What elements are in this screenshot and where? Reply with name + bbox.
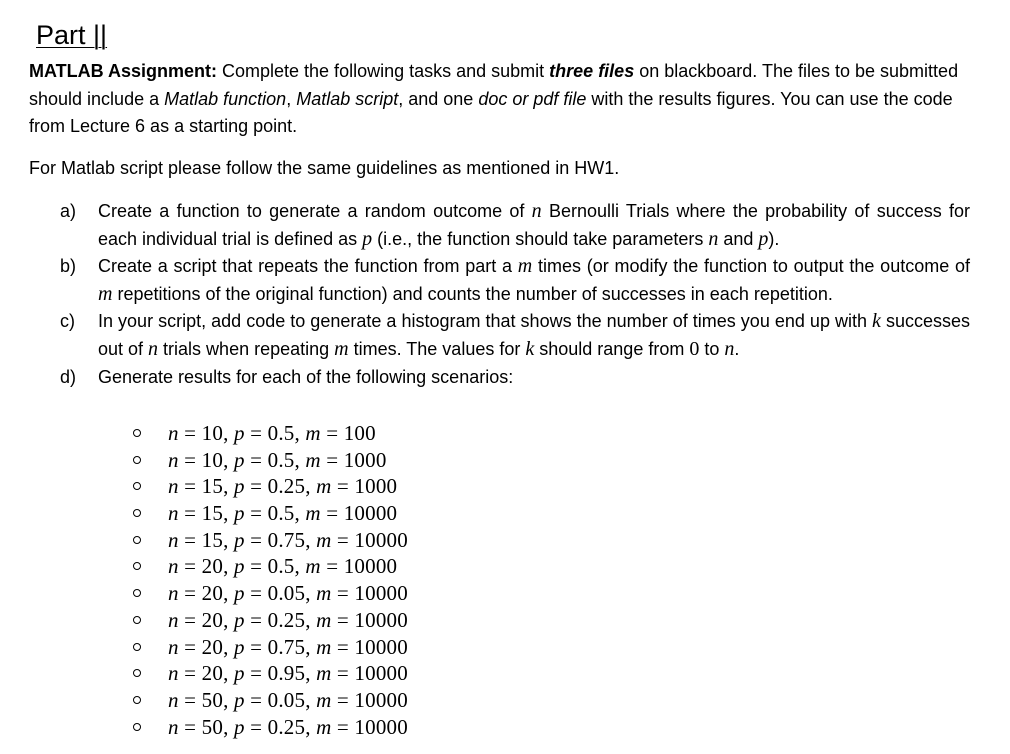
matlab-function-emphasis: Matlab function [164,88,287,109]
formula-value: 1000 [343,447,387,472]
math-variable: m [98,282,113,305]
formula-symbol: p [233,447,245,472]
formula-operator: = [178,581,202,606]
formula-operator: = [320,421,344,445]
scenario-formula [168,553,397,580]
text-run: In your script, add code to generate a histogram that shows the number of times you end up with [98,311,873,332]
formula-value: 20 [201,607,224,632]
circle-bullet-icon [133,456,141,464]
formula-operator: = [320,501,344,526]
formula-operator: , [294,501,306,526]
task-item-b [60,253,970,308]
formula-symbol: p [233,554,245,579]
formula-value: 15 [201,527,224,552]
circle-bullet-icon [133,536,141,544]
formula-value: 0.75 [267,634,306,659]
formula-operator: , [223,581,234,606]
formula-symbol: n [168,607,179,632]
formula-operator: = [331,714,355,739]
text-run: should range from [534,338,690,359]
formula-operator: , [305,661,317,686]
formula-operator: , [223,634,234,659]
task-marker: a) [60,201,77,221]
formula-symbol: p [233,607,245,632]
formula-operator: = [244,607,268,632]
assignment-text: , [286,88,297,109]
formula-operator: = [178,607,202,632]
formula-value: 10000 [354,687,408,712]
math-variable: p [758,227,769,250]
formula-operator: , [223,607,234,632]
formula-value: 15 [201,474,224,499]
math-variable: n [531,200,542,222]
formula-value: 15 [201,501,224,526]
math-number: 0 [689,337,700,360]
text-run: trials when repeating [158,338,335,359]
formula-operator: = [244,714,268,739]
formula-operator: = [178,714,202,739]
assignment-paragraph [29,58,979,141]
formula-operator: = [244,447,268,472]
formula-symbol: p [233,474,245,499]
formula-value: 10000 [354,634,408,659]
formula-value: 50 [201,687,224,712]
task-text: Generate results for each of the following scenarios: [98,366,514,387]
formula-symbol: p [233,421,245,445]
text-run: ). [768,228,780,249]
formula-value: 10000 [354,661,408,686]
formula-value: 0.25 [267,607,306,632]
formula-symbol: p [233,501,245,526]
formula-operator: = [331,527,355,552]
formula-operator: , [223,687,234,712]
formula-operator: , [223,474,234,499]
math-variable: p [362,227,373,250]
formula-operator: = [178,421,202,445]
task-item-d [60,364,970,392]
formula-symbol: m [305,447,321,472]
formula-value: 20 [201,554,224,579]
circle-bullet-icon [133,696,141,704]
formula-symbol: n [168,527,179,552]
formula-operator: , [223,447,234,472]
circle-bullet-icon [133,509,141,517]
formula-operator: = [244,554,268,579]
scenario-formula [168,660,408,687]
formula-symbol: n [168,661,179,686]
formula-symbol: n [168,474,179,499]
formula-operator: , [305,581,317,606]
math-variable: m [517,255,533,278]
formula-operator: , [223,554,234,579]
task-marker: d) [60,366,77,387]
formula-value: 1000 [354,474,398,499]
script-guidelines-paragraph: For Matlab script please follow the same guidelines as mentioned in HW1. [29,158,620,178]
assignment-label: MATLAB Assignment: [29,61,217,81]
formula-operator: = [178,474,202,499]
formula-operator: , [223,714,234,739]
formula-operator: , [305,634,317,659]
scenario-formula [168,607,408,634]
circle-bullet-icon [133,482,141,490]
formula-operator: = [178,447,202,472]
formula-value: 10 [201,447,224,472]
matlab-script-emphasis: Matlab script [296,88,399,109]
formula-operator: , [305,474,317,499]
formula-operator: = [244,634,268,659]
text-run: . [734,338,740,359]
scenario-formula [168,500,397,527]
formula-operator: = [178,527,202,552]
text-run: Bernoulli Trials where the probability of success for each individual trial is defined as [98,201,970,249]
formula-symbol: m [316,661,332,686]
formula-symbol: m [316,474,332,499]
math-variable: k [872,310,881,333]
text-run: times. The values for [348,338,526,359]
formula-operator: , [305,687,317,712]
circle-bullet-icon [133,723,141,731]
text-run: repetitions of the original function) and counts the number of successes in each repetition. [112,283,833,304]
formula-operator: = [178,687,202,712]
formula-operator: = [178,634,202,659]
task-list [60,198,970,391]
task-text [98,198,970,253]
formula-value: 0.95 [267,661,306,686]
formula-symbol: n [168,634,179,659]
formula-value: 0.05 [267,687,306,712]
formula-symbol: m [316,581,332,606]
formula-symbol: p [233,581,245,606]
formula-operator: = [244,687,268,712]
formula-operator: = [244,527,268,552]
formula-operator: = [244,421,268,445]
task-item-a [60,198,970,253]
formula-value: 10000 [343,501,398,526]
formula-value: 50 [201,714,224,739]
formula-symbol: m [305,554,321,579]
scenario-formula [168,634,408,661]
math-variable: m [334,337,349,360]
formula-value: 0.25 [267,714,306,739]
assignment-text: Complete the following tasks and submit [217,61,550,81]
text-run: Create a script that repeats the function from part a [98,256,518,277]
formula-value: 0.5 [267,421,295,445]
formula-value: 0.5 [267,554,295,579]
scenario-formula [168,447,387,474]
formula-value: 10 [201,421,224,445]
formula-operator: = [331,607,355,632]
formula-symbol: m [316,687,332,712]
formula-operator: , [294,554,306,579]
formula-symbol: p [233,634,245,659]
formula-value: 10000 [354,581,408,606]
formula-operator: , [294,447,306,472]
formula-operator: = [178,554,202,579]
formula-symbol: m [316,714,332,739]
formula-operator: = [331,661,355,686]
formula-operator: , [305,607,317,632]
text-run: and [718,228,759,249]
formula-operator: , [223,501,234,526]
circle-bullet-icon [133,616,141,624]
text-run: Create a function to generate a random outcome of [98,201,532,221]
formula-value: 0.5 [267,447,295,472]
formula-value: 10000 [354,714,408,739]
formula-operator: , [294,421,306,445]
assignment-text: , and one [398,88,479,109]
text-run: (i.e., the function should take parameters [372,228,709,249]
formula-symbol: p [233,661,245,686]
assignment-text: with the results figures. You can use the code from Lecture 6 as a starting point. [29,88,953,136]
scenario-formula [168,473,397,500]
formula-symbol: m [305,421,321,445]
task-text [98,308,970,363]
circle-bullet-icon [133,562,141,570]
formula-symbol: p [233,714,245,739]
formula-value: 20 [201,581,224,606]
formula-symbol: n [168,421,179,445]
scenario-formula [168,527,408,554]
formula-value: 10000 [354,607,408,632]
formula-value: 0.05 [267,581,306,606]
formula-operator: = [331,687,355,712]
circle-bullet-icon [133,643,141,651]
formula-symbol: n [168,447,179,472]
scenario-formula [168,580,408,607]
formula-operator: = [244,661,268,686]
formula-value: 0.25 [267,474,306,499]
math-variable: n [708,227,719,250]
formula-symbol: p [233,527,245,552]
circle-bullet-icon [133,669,141,677]
formula-value: 100 [343,421,376,445]
circle-bullet-icon [133,589,141,597]
formula-symbol: n [168,687,179,712]
assignment-text: on blackboard. The files to be submitted should include a [29,61,959,109]
formula-symbol: n [168,501,179,526]
text-run: successes out of [98,311,970,359]
formula-symbol: m [316,607,332,632]
math-variable: n [724,337,735,360]
page-title: Part || [36,20,108,50]
formula-operator: = [331,581,355,606]
formula-value: 10000 [343,554,398,579]
doc-pdf-emphasis: doc or pdf file [478,88,587,109]
circle-bullet-icon [133,429,141,437]
formula-value: 0.75 [267,527,306,552]
formula-operator: = [244,581,268,606]
formula-operator: = [178,661,202,686]
math-variable: k [525,337,535,360]
formula-operator: = [331,474,355,499]
formula-operator: , [305,527,317,552]
formula-value: 20 [201,634,224,659]
formula-symbol: n [168,581,179,606]
formula-value: 0.5 [267,501,295,526]
three-files-emphasis: three files [549,61,635,81]
scenario-formula [168,687,408,714]
text-run: times (or modify the function to output the outcome of [532,256,970,277]
scenario-formula [168,714,408,741]
formula-symbol: m [316,527,332,552]
scenario-formula [168,420,376,447]
formula-symbol: n [168,714,179,739]
formula-operator: , [223,421,234,445]
task-marker: c) [60,311,75,332]
task-item-c [60,308,970,363]
formula-symbol: p [233,687,245,712]
formula-value: 20 [201,661,224,686]
task-marker: b) [60,256,77,277]
formula-operator: = [244,501,268,526]
formula-operator: , [305,714,317,739]
formula-symbol: n [168,554,179,579]
formula-value: 10000 [354,527,408,552]
formula-symbol: m [305,501,321,526]
formula-operator: , [223,527,234,552]
formula-operator: = [320,447,344,472]
formula-operator: = [331,634,355,659]
formula-symbol: m [316,634,332,659]
text-run: to [699,338,725,359]
formula-operator: = [178,501,202,526]
formula-operator: = [320,554,344,579]
formula-operator: , [223,661,234,686]
formula-operator: = [244,474,268,499]
task-text [98,253,970,308]
math-variable: n [148,337,159,360]
